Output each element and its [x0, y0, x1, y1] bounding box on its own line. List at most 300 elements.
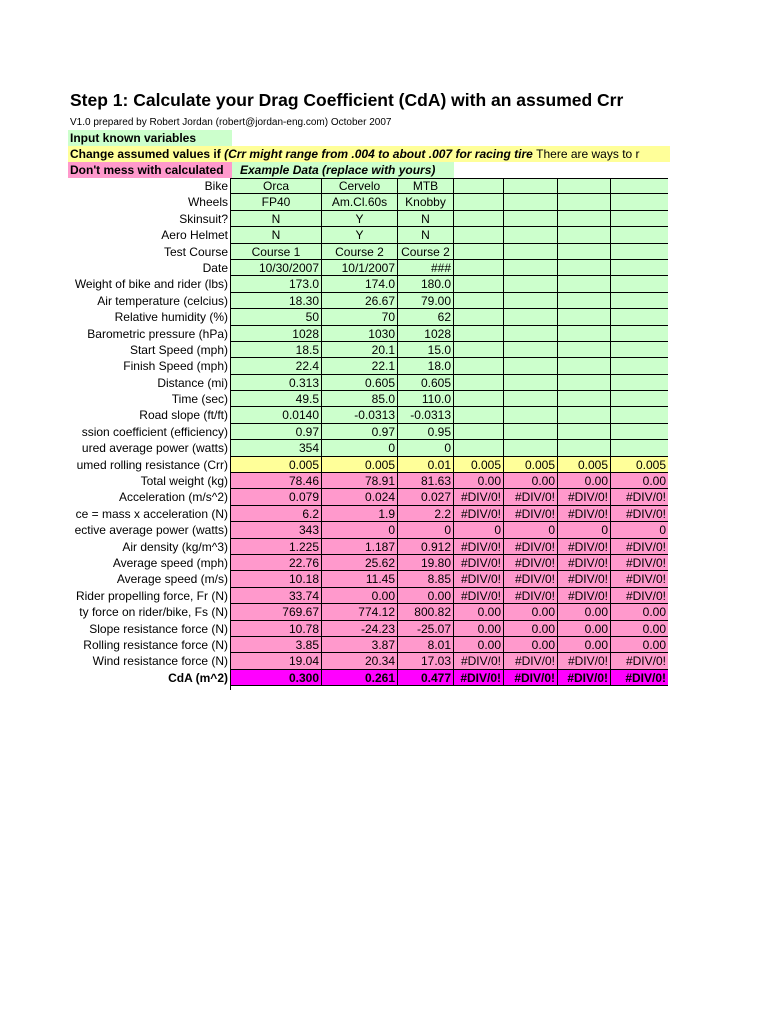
data-cell[interactable]: 0.00: [454, 637, 504, 653]
data-cell[interactable]: 0.00: [611, 473, 668, 489]
data-cell[interactable]: [558, 391, 611, 407]
data-cell[interactable]: [558, 358, 611, 374]
data-cell[interactable]: 78.91: [322, 473, 398, 489]
data-cell[interactable]: #DIV/0!: [504, 489, 558, 505]
row-label: [0, 244, 228, 260]
row-label-text: Air temperature (celcius): [97, 293, 228, 308]
data-cell[interactable]: 0: [322, 440, 398, 456]
data-cell[interactable]: Course 2: [398, 244, 454, 260]
row-label: [0, 539, 228, 555]
data-cell[interactable]: 1.225: [231, 539, 322, 555]
row-label: [0, 293, 228, 309]
data-cell[interactable]: 3.85: [231, 637, 322, 653]
data-cell[interactable]: [611, 407, 668, 423]
data-cell[interactable]: 22.4: [231, 358, 322, 374]
data-cell[interactable]: [611, 342, 668, 358]
data-cell[interactable]: #DIV/0!: [611, 571, 668, 587]
data-cell[interactable]: [504, 326, 558, 342]
table-row: [0, 539, 668, 555]
data-cell[interactable]: -0.0313: [322, 407, 398, 423]
data-cell[interactable]: 10.18: [231, 571, 322, 587]
data-cell[interactable]: 0.005: [322, 457, 398, 473]
table-row: [0, 342, 668, 358]
table-row: [0, 571, 668, 587]
row-label: [0, 407, 228, 423]
data-cell[interactable]: #DIV/0!: [558, 653, 611, 669]
data-cell[interactable]: Y: [322, 227, 398, 243]
data-cell[interactable]: Y: [322, 211, 398, 227]
data-cell[interactable]: [611, 424, 668, 440]
data-cell[interactable]: [454, 276, 504, 292]
data-cell[interactable]: #DIV/0!: [558, 555, 611, 571]
row-label: [0, 342, 228, 358]
data-cell[interactable]: 0.00: [322, 588, 398, 604]
data-cell[interactable]: 33.74: [231, 588, 322, 604]
data-cell[interactable]: #DIV/0!: [558, 506, 611, 522]
data-cell[interactable]: [558, 342, 611, 358]
data-cell[interactable]: [454, 194, 504, 210]
data-cell[interactable]: [504, 424, 558, 440]
table-row: [0, 244, 668, 260]
data-cell[interactable]: Knobby: [398, 194, 454, 210]
row-label: [0, 227, 228, 243]
table-row: [0, 473, 668, 489]
data-cell[interactable]: [558, 375, 611, 391]
data-cell[interactable]: 0: [398, 522, 454, 538]
data-cell[interactable]: 0: [611, 522, 668, 538]
data-cell[interactable]: #DIV/0!: [504, 506, 558, 522]
row-label-text: ce = mass x acceleration (N): [75, 506, 228, 521]
table-row: [0, 407, 668, 423]
data-cell[interactable]: [454, 293, 504, 309]
data-cell[interactable]: #DIV/0!: [454, 489, 504, 505]
data-cell[interactable]: #DIV/0!: [558, 539, 611, 555]
data-cell[interactable]: #DIV/0!: [611, 539, 668, 555]
row-label-text: Wind resistance force (N): [92, 654, 228, 669]
data-cell[interactable]: [558, 424, 611, 440]
table-row: [0, 227, 668, 243]
data-cell[interactable]: Course 2: [322, 244, 398, 260]
data-cell[interactable]: [504, 407, 558, 423]
data-cell[interactable]: [611, 194, 668, 210]
data-cell[interactable]: 20.34: [322, 653, 398, 669]
data-cell[interactable]: 0.005: [504, 457, 558, 473]
data-cell[interactable]: 0: [504, 522, 558, 538]
data-cell[interactable]: [611, 440, 668, 456]
data-cell[interactable]: [454, 424, 504, 440]
data-cell[interactable]: -0.0313: [398, 407, 454, 423]
row-label-text: Skinsuit?: [179, 211, 228, 226]
data-cell[interactable]: -25.07: [398, 621, 454, 637]
data-cell[interactable]: 0.300: [231, 670, 322, 686]
data-cell[interactable]: Cervelo: [322, 178, 398, 194]
data-cell[interactable]: [504, 358, 558, 374]
row-label-text: Rolling resistance force (N): [83, 637, 228, 652]
table-row: [0, 604, 668, 620]
grid-top-border: [230, 178, 668, 179]
data-cell[interactable]: 0.00: [454, 604, 504, 620]
data-cell[interactable]: #DIV/0!: [504, 588, 558, 604]
data-cell[interactable]: [454, 227, 504, 243]
data-cell[interactable]: 8.85: [398, 571, 454, 587]
data-cell[interactable]: 0.00: [504, 604, 558, 620]
data-cell[interactable]: [558, 260, 611, 276]
row-label: [0, 457, 228, 473]
data-cell[interactable]: 3.87: [322, 637, 398, 653]
data-cell[interactable]: N: [231, 211, 322, 227]
row-label: [0, 637, 228, 653]
table-row: [0, 588, 668, 604]
data-cell[interactable]: 0.00: [611, 621, 668, 637]
data-cell[interactable]: 79.00: [398, 293, 454, 309]
data-cell[interactable]: 19.80: [398, 555, 454, 571]
data-cell[interactable]: [504, 293, 558, 309]
data-cell[interactable]: [558, 440, 611, 456]
data-cell[interactable]: [558, 276, 611, 292]
data-cell[interactable]: 0.00: [558, 637, 611, 653]
data-cell[interactable]: 0.605: [398, 375, 454, 391]
data-cell[interactable]: 0.005: [558, 457, 611, 473]
data-cell[interactable]: 0.00: [558, 473, 611, 489]
table-row: [0, 637, 668, 653]
data-cell[interactable]: 0.00: [504, 473, 558, 489]
data-cell[interactable]: [504, 391, 558, 407]
data-cell[interactable]: 10.78: [231, 621, 322, 637]
table-row: [0, 522, 668, 538]
row-label: [0, 211, 228, 227]
data-cell[interactable]: #DIV/0!: [611, 653, 668, 669]
data-cell[interactable]: #DIV/0!: [611, 555, 668, 571]
table-row: [0, 440, 668, 456]
data-cell[interactable]: 1.9: [322, 506, 398, 522]
data-cell[interactable]: [504, 178, 558, 194]
data-cell[interactable]: 800.82: [398, 604, 454, 620]
row-label-text: Relative humidity (%): [114, 310, 228, 325]
data-cell[interactable]: #DIV/0!: [454, 653, 504, 669]
data-cell[interactable]: [611, 326, 668, 342]
table-row: [0, 424, 668, 440]
data-cell[interactable]: 26.67: [322, 293, 398, 309]
data-cell[interactable]: 0.005: [231, 457, 322, 473]
row-label: [0, 178, 228, 194]
data-cell[interactable]: 0.261: [322, 670, 398, 686]
row-label: [0, 391, 228, 407]
data-cell[interactable]: #DIV/0!: [611, 489, 668, 505]
table-row: [0, 457, 668, 473]
data-cell[interactable]: [504, 440, 558, 456]
data-cell[interactable]: [611, 227, 668, 243]
row-label: [0, 326, 228, 342]
data-cell[interactable]: 0.005: [611, 457, 668, 473]
data-cell[interactable]: [611, 293, 668, 309]
table-row: [0, 260, 668, 276]
data-cell[interactable]: [611, 375, 668, 391]
data-cell[interactable]: [611, 211, 668, 227]
data-cell[interactable]: [558, 211, 611, 227]
data-cell[interactable]: [504, 194, 558, 210]
data-cell[interactable]: [558, 178, 611, 194]
data-cell[interactable]: 85.0: [322, 391, 398, 407]
legend-change-note: (Crr might range from .004 to about .007 for racing tire: [224, 147, 533, 161]
data-cell[interactable]: #DIV/0!: [504, 670, 558, 686]
data-cell[interactable]: [454, 211, 504, 227]
page-title: Step 1: Calculate your Drag Coefficient (CdA) with an assumed Crr: [70, 90, 624, 110]
data-cell[interactable]: 62: [398, 309, 454, 325]
data-cell[interactable]: 18.0: [398, 358, 454, 374]
data-cell[interactable]: [611, 244, 668, 260]
legend-dont-mess: Don't mess with calculated: [68, 162, 232, 178]
row-label-text: Road slope (ft/ft): [139, 408, 228, 423]
data-cell[interactable]: [611, 260, 668, 276]
row-label-text: Average speed (m/s): [116, 572, 228, 587]
data-cell[interactable]: 774.12: [322, 604, 398, 620]
data-cell[interactable]: 20.1: [322, 342, 398, 358]
grid-left-border: [230, 178, 231, 690]
data-cell[interactable]: #DIV/0!: [454, 539, 504, 555]
data-cell[interactable]: #DIV/0!: [454, 588, 504, 604]
table-row: [0, 653, 668, 669]
data-cell[interactable]: [454, 309, 504, 325]
data-cell[interactable]: [504, 276, 558, 292]
data-cell[interactable]: [454, 358, 504, 374]
row-label: [0, 194, 228, 210]
data-cell[interactable]: #DIV/0!: [454, 670, 504, 686]
example-data-header: Example Data (replace with yours): [232, 162, 454, 178]
data-cell[interactable]: 11.45: [322, 571, 398, 587]
data-cell[interactable]: 0.477: [398, 670, 454, 686]
data-cell[interactable]: N: [398, 211, 454, 227]
data-cell[interactable]: 1028: [398, 326, 454, 342]
data-cell[interactable]: 769.67: [231, 604, 322, 620]
table-row: [0, 489, 668, 505]
data-cell[interactable]: 0.97: [231, 424, 322, 440]
data-cell[interactable]: 0.95: [398, 424, 454, 440]
data-cell[interactable]: ###: [398, 260, 454, 276]
table-row: [0, 309, 668, 325]
data-cell[interactable]: [454, 342, 504, 358]
data-cell[interactable]: #DIV/0!: [454, 555, 504, 571]
data-cell[interactable]: [504, 342, 558, 358]
data-cell[interactable]: #DIV/0!: [504, 653, 558, 669]
data-cell[interactable]: [454, 407, 504, 423]
row-label: [0, 424, 228, 440]
data-cell[interactable]: [558, 194, 611, 210]
row-label-text: Start Speed (mph): [129, 342, 228, 357]
row-label: [0, 588, 228, 604]
data-cell[interactable]: [504, 211, 558, 227]
data-cell[interactable]: 0.00: [611, 604, 668, 620]
data-cell[interactable]: 0.605: [322, 375, 398, 391]
row-label: [0, 670, 228, 686]
data-cell[interactable]: 22.1: [322, 358, 398, 374]
data-cell[interactable]: [454, 440, 504, 456]
data-cell[interactable]: 70: [322, 309, 398, 325]
data-cell[interactable]: 22.76: [231, 555, 322, 571]
data-cell[interactable]: Am.Cl.60s: [322, 194, 398, 210]
data-cell[interactable]: [504, 227, 558, 243]
data-cell[interactable]: 17.03: [398, 653, 454, 669]
row-label-text: Total weight (kg): [140, 474, 228, 489]
data-cell[interactable]: 2.2: [398, 506, 454, 522]
row-label-text: Average speed (mph): [112, 555, 228, 570]
data-cell[interactable]: 1.187: [322, 539, 398, 555]
data-cell[interactable]: [611, 178, 668, 194]
data-cell[interactable]: 78.46: [231, 473, 322, 489]
data-cell[interactable]: #DIV/0!: [611, 670, 668, 686]
row-label-text: Barometric pressure (hPa): [87, 326, 228, 341]
data-cell[interactable]: 6.2: [231, 506, 322, 522]
data-cell[interactable]: 25.62: [322, 555, 398, 571]
data-cell[interactable]: 18.5: [231, 342, 322, 358]
row-label-text: Wheels: [187, 195, 228, 210]
data-cell[interactable]: [454, 375, 504, 391]
data-cell[interactable]: 174.0: [322, 276, 398, 292]
data-cell[interactable]: 110.0: [398, 391, 454, 407]
data-cell[interactable]: 0.00: [611, 637, 668, 653]
data-cell[interactable]: [558, 407, 611, 423]
row-label-text: umed rolling resistance (Crr): [76, 457, 228, 472]
data-cell[interactable]: #DIV/0!: [454, 571, 504, 587]
data-cell[interactable]: [611, 358, 668, 374]
data-cell[interactable]: #DIV/0!: [558, 489, 611, 505]
data-cell[interactable]: 0.01: [398, 457, 454, 473]
data-cell[interactable]: #DIV/0!: [611, 588, 668, 604]
data-cell[interactable]: 18.30: [231, 293, 322, 309]
data-cell[interactable]: Orca: [231, 178, 322, 194]
row-label-text: ured average power (watts): [81, 441, 228, 456]
data-cell[interactable]: [558, 309, 611, 325]
data-cell[interactable]: 0: [398, 440, 454, 456]
row-label-text: Finish Speed (mph): [123, 359, 228, 374]
data-cell[interactable]: [454, 244, 504, 260]
data-cell[interactable]: 49.5: [231, 391, 322, 407]
table-row: [0, 178, 668, 194]
table-row: [0, 555, 668, 571]
data-cell[interactable]: [558, 293, 611, 309]
data-cell[interactable]: [454, 260, 504, 276]
data-cell[interactable]: [558, 227, 611, 243]
data-cell[interactable]: [454, 326, 504, 342]
data-cell[interactable]: [504, 375, 558, 391]
data-cell[interactable]: #DIV/0!: [558, 670, 611, 686]
data-cell[interactable]: [454, 178, 504, 194]
row-label: [0, 506, 228, 522]
row-label-text: Bike: [204, 179, 228, 193]
data-cell[interactable]: 1028: [231, 326, 322, 342]
table-row: [0, 391, 668, 407]
data-cell[interactable]: 10/30/2007: [231, 260, 322, 276]
data-cell[interactable]: 0.97: [322, 424, 398, 440]
data-cell[interactable]: [611, 276, 668, 292]
data-cell[interactable]: [611, 391, 668, 407]
row-label: [0, 489, 228, 505]
data-cell[interactable]: 0.027: [398, 489, 454, 505]
data-cell[interactable]: 10/1/2007: [322, 260, 398, 276]
data-cell[interactable]: 0.005: [454, 457, 504, 473]
data-cell[interactable]: 343: [231, 522, 322, 538]
data-cell[interactable]: #DIV/0!: [504, 555, 558, 571]
row-label: [0, 260, 228, 276]
row-label-text: Test Course: [163, 244, 228, 259]
data-cell[interactable]: 50: [231, 309, 322, 325]
data-cell[interactable]: 354: [231, 440, 322, 456]
data-cell[interactable]: #DIV/0!: [611, 506, 668, 522]
table-row: [0, 326, 668, 342]
row-label-text: Rider propelling force, Fr (N): [75, 588, 228, 603]
data-cell[interactable]: 0.00: [558, 604, 611, 620]
data-cell[interactable]: [611, 309, 668, 325]
data-cell[interactable]: N: [231, 227, 322, 243]
data-cell[interactable]: 0.313: [231, 375, 322, 391]
table-row: [0, 194, 668, 210]
data-cell[interactable]: N: [398, 227, 454, 243]
data-cell[interactable]: -24.23: [322, 621, 398, 637]
data-cell[interactable]: [504, 309, 558, 325]
data-cell[interactable]: 0: [322, 522, 398, 538]
data-cell[interactable]: Course 1: [231, 244, 322, 260]
data-cell[interactable]: 0.00: [454, 621, 504, 637]
data-cell[interactable]: [504, 260, 558, 276]
row-label-text: Slope resistance force (N): [89, 621, 228, 636]
data-cell[interactable]: [504, 244, 558, 260]
row-label: [0, 621, 228, 637]
data-cell[interactable]: 0.00: [504, 621, 558, 637]
data-cell[interactable]: 0.00: [398, 588, 454, 604]
data-cell[interactable]: 0.0140: [231, 407, 322, 423]
data-cell[interactable]: 19.04: [231, 653, 322, 669]
data-cell[interactable]: [558, 244, 611, 260]
table-row: [0, 293, 668, 309]
data-cell[interactable]: 81.63: [398, 473, 454, 489]
row-label: [0, 473, 228, 489]
data-cell[interactable]: FP40: [231, 194, 322, 210]
table-row: [0, 621, 668, 637]
data-cell[interactable]: [558, 326, 611, 342]
data-cell[interactable]: MTB: [398, 178, 454, 194]
data-cell[interactable]: #DIV/0!: [504, 539, 558, 555]
data-cell[interactable]: 0.00: [558, 621, 611, 637]
data-cell[interactable]: 0.00: [504, 637, 558, 653]
data-cell[interactable]: #DIV/0!: [504, 571, 558, 587]
data-cell[interactable]: #DIV/0!: [558, 571, 611, 587]
data-cell[interactable]: 15.0: [398, 342, 454, 358]
row-label-text: ective average power (watts): [74, 523, 228, 538]
table-row: [0, 670, 668, 686]
data-cell[interactable]: 0: [558, 522, 611, 538]
data-cell[interactable]: [454, 391, 504, 407]
data-cell[interactable]: 0.00: [454, 473, 504, 489]
table-row: [0, 358, 668, 374]
data-cell[interactable]: 180.0: [398, 276, 454, 292]
data-cell[interactable]: 0.024: [322, 489, 398, 505]
spreadsheet-grid: [0, 178, 668, 686]
row-label-text: Weight of bike and rider (lbs): [74, 277, 228, 292]
row-label-text: Date: [202, 260, 228, 275]
data-cell[interactable]: 0.912: [398, 539, 454, 555]
data-cell[interactable]: 1030: [322, 326, 398, 342]
table-row: [0, 276, 668, 292]
data-cell[interactable]: #DIV/0!: [558, 588, 611, 604]
data-cell[interactable]: 0: [454, 522, 504, 538]
table-row: [0, 211, 668, 227]
data-cell[interactable]: #DIV/0!: [454, 506, 504, 522]
data-cell[interactable]: 8.01: [398, 637, 454, 653]
row-label: [0, 358, 228, 374]
table-row: [0, 375, 668, 391]
data-cell[interactable]: 173.0: [231, 276, 322, 292]
row-label: [0, 309, 228, 325]
data-cell[interactable]: 0.079: [231, 489, 322, 505]
